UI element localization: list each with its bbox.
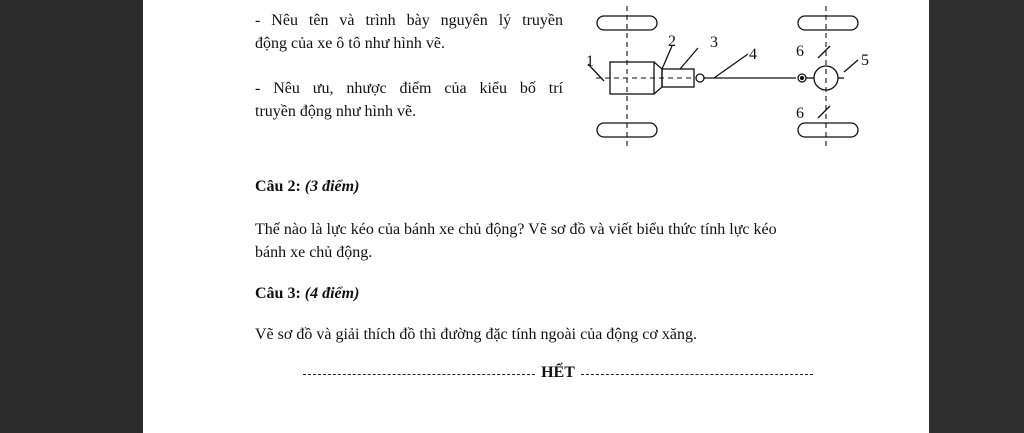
- end-dash-left: [303, 374, 535, 375]
- drivetrain-diagram: [586, 6, 871, 156]
- universal-joint: [696, 74, 704, 82]
- end-dash-right: [581, 374, 813, 375]
- question1-item2: [255, 77, 563, 123]
- diagram-label-6-top: 6: [796, 43, 804, 60]
- question2-title: Câu 2:: [255, 178, 301, 195]
- question3-points: (4 điểm): [304, 285, 360, 302]
- end-text: HẾT: [541, 364, 575, 381]
- question1-item2-line1: - Nêu ưu, nhược điểm của kiểu bố trí: [255, 80, 563, 97]
- question3-title: Câu 3:: [255, 285, 301, 302]
- diagram-label-5: 5: [861, 52, 869, 69]
- question1-item1-line1: - Nêu tên và trình bày nguyên lý truyền: [255, 12, 563, 29]
- question3-line1: Vẽ sơ đồ và giải thích đồ thì đường đặc tính ngoài của động cơ xăng.: [255, 326, 697, 343]
- right-viewer-gutter: [929, 0, 1024, 433]
- question1-item1: [255, 9, 563, 55]
- diagram-label-2: 2: [668, 33, 676, 50]
- question1-item2-line2: truyền động như hình vẽ.: [255, 103, 417, 120]
- diagram-label-6-bottom: 6: [796, 105, 804, 122]
- question3-heading: [255, 285, 359, 303]
- question1-item1-line2: động của xe ô tô như hình vẽ.: [255, 35, 445, 52]
- question2-body: [255, 218, 777, 264]
- diagram-label-1: 1: [586, 53, 594, 70]
- question3-body: [255, 323, 697, 346]
- diagram-label-3: 3: [710, 34, 718, 51]
- end-marker: [303, 364, 813, 382]
- rear-bottom-wheel: [798, 123, 858, 137]
- left-viewer-gutter: [0, 0, 143, 433]
- question2-points: (3 điểm): [304, 178, 360, 195]
- question2-heading: [255, 178, 359, 196]
- question2-line1: Thế nào là lực kéo của bánh xe chủ động? Vẽ sơ đồ và viết biểu thức tính lực kéo: [255, 221, 777, 238]
- question2-line2: bánh xe chủ động.: [255, 244, 373, 261]
- document-page: [143, 0, 929, 433]
- rear-top-wheel: [798, 16, 858, 30]
- diagram-label-4: 4: [749, 46, 757, 63]
